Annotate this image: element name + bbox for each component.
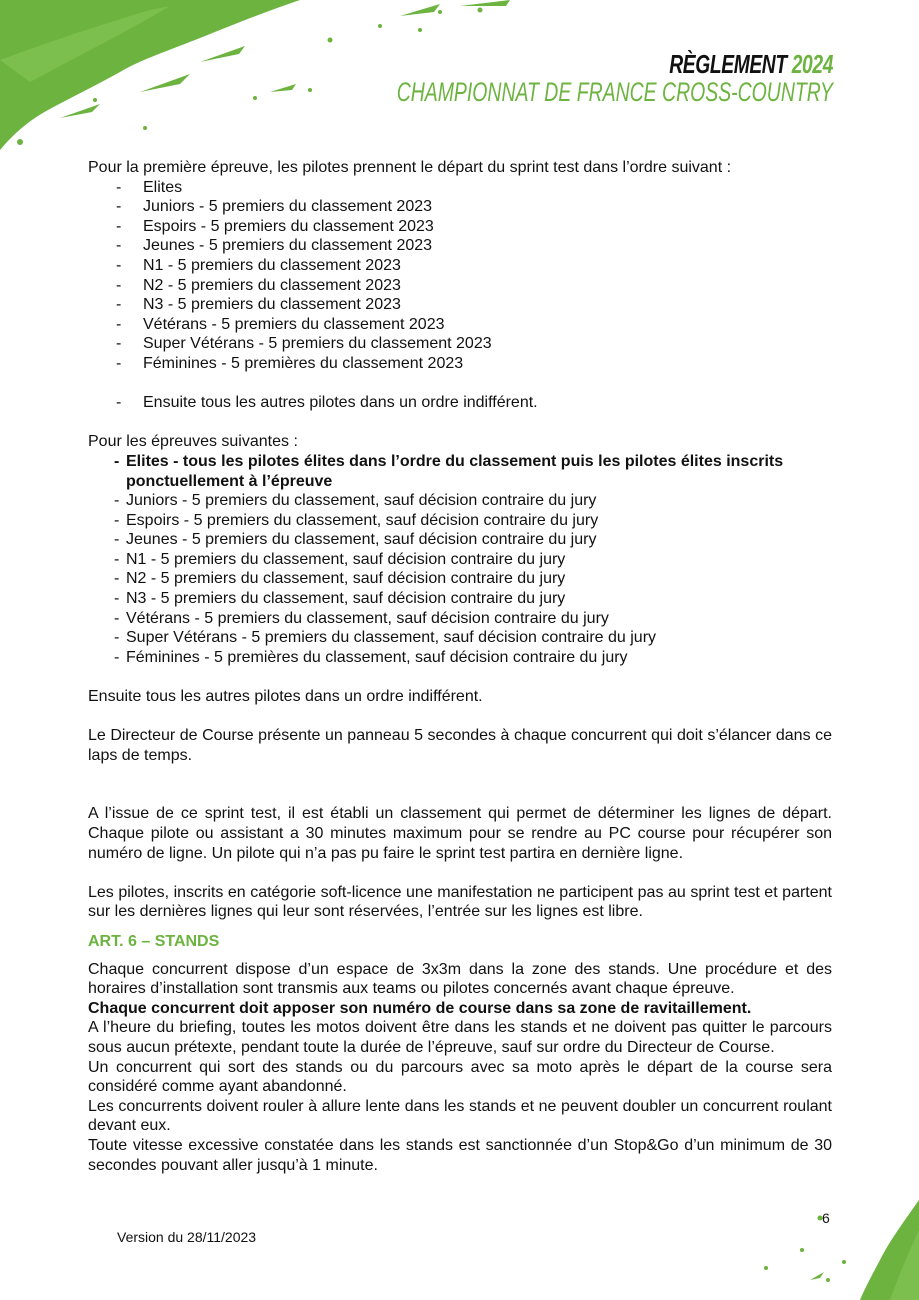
footer-version: Version du 28/11/2023 xyxy=(117,1229,257,1245)
list-item: - Juniors - 5 premiers du classement 2023 xyxy=(88,197,832,217)
list-item: - Vétérans - 5 premiers du classement 2023 xyxy=(88,315,832,335)
art6-paragraph-5: Les concurrents doivent rouler à allure lente dans les stands et ne peuvent doubler un concurrent roulant devant eux. xyxy=(88,1097,832,1135)
art6-paragraph-4: Un concurrent qui sort des stands ou du parcours avec sa moto après le départ de la course sera considéré comme ayant abandonné. xyxy=(88,1058,832,1096)
page-number: 6 xyxy=(822,1210,830,1226)
page-header xyxy=(227,50,833,106)
list-item: - Espoirs - 5 premiers du classement, sauf décision contraire du jury xyxy=(114,511,832,531)
list-item: - N3 - 5 premiers du classement 2023 xyxy=(88,295,832,315)
list-item: - Espoirs - 5 premiers du classement 2023 xyxy=(88,217,832,237)
header-title-year: 2024 xyxy=(791,49,833,79)
sprint-test-paragraph: A l’issue de ce sprint test, il est établi un classement qui permet de déterminer les lignes de départ. Chaque pilote ou assistant a 30 minutes maximum pour se rendre au PC course pour récupérer son numéro de ligne. Un pilote qui n’a pas pu faire le sprint test partira en dernière ligne. xyxy=(88,805,832,862)
list-item: - N3 - 5 premiers du classement, sauf décision contraire du jury xyxy=(114,589,832,609)
list-item: - N1 - 5 premiers du classement, sauf décision contraire du jury xyxy=(114,550,832,570)
list-item: - Jeunes - 5 premiers du classement, sauf décision contraire du jury xyxy=(114,530,832,550)
list-item: - Juniors - 5 premiers du classement, sauf décision contraire du jury xyxy=(114,491,832,511)
soft-licence-paragraph: Les pilotes, inscrits en catégorie soft-licence une manifestation ne participent pas au sprint test et partent sur les dernières lignes qui leur sont réservées, l’entrée sur les lignes est libre. xyxy=(88,883,832,921)
list-item: - Féminines - 5 premières du classement, sauf décision contraire du jury xyxy=(114,648,832,668)
director-paragraph: Le Directeur de Course présente un panneau 5 secondes à chaque concurrent qui doit s’élancer dans ce laps de temps. xyxy=(88,727,832,764)
list-item: - Super Vétérans - 5 premiers du classement 2023 xyxy=(88,334,832,354)
header-title-word: RÈGLEMENT xyxy=(669,49,787,79)
list-item: - Ensuite tous les autres pilotes dans un ordre indifférent. xyxy=(88,393,832,413)
list-item-elite: - Elites - tous les pilotes élites dans l’ordre du classement puis les pilotes élites inscrits ponctuellement à l’épreuve xyxy=(114,452,832,491)
article-6-heading: ART. 6 – STANDS xyxy=(88,932,220,950)
list-item: - Jeunes - 5 premiers du classement 2023 xyxy=(88,236,832,256)
document-body xyxy=(88,158,832,1175)
after-following-paragraph: Ensuite tous les autres pilotes dans un ordre indifférent. xyxy=(88,688,483,706)
art6-paragraph-1: Chaque concurrent dispose d’un espace de 3x3m dans la zone des stands. Une procédure et des horaires d’installation sont transmis aux teams ou pilotes concernés avant chaque épreuve. xyxy=(88,960,832,998)
header-title xyxy=(385,50,833,78)
following-events-list xyxy=(88,452,832,668)
art6-paragraph-2: Chaque concurrent doit apposer son numéro de course dans sa zone de ravitaillement. xyxy=(88,999,752,1017)
list-item: - Féminines - 5 premières du classement 2023 xyxy=(88,354,832,374)
list-item: - N2 - 5 premiers du classement, sauf décision contraire du jury xyxy=(114,569,832,589)
list-item: - Super Vétérans - 5 premiers du classement, sauf décision contraire du jury xyxy=(114,628,832,648)
list-item: - Vétérans - 5 premiers du classement, sauf décision contraire du jury xyxy=(114,609,832,629)
list-item: - N1 - 5 premiers du classement 2023 xyxy=(88,256,832,276)
art6-paragraph-3: A l’heure du briefing, toutes les motos doivent être dans les stands et ne doivent pas quitter le parcours sous aucun prétexte, pendant toute la durée de l’épreuve, sauf sur ordre du Directeur de Course. xyxy=(88,1019,832,1056)
first-event-order-list xyxy=(88,178,832,413)
list-item: - Elites xyxy=(88,178,832,198)
green-splash-decoration-bottom xyxy=(740,1180,919,1300)
header-subtitle: CHAMPIONNAT DE FRANCE CROSS-COUNTRY xyxy=(396,77,833,107)
art6-paragraph-6: Toute vitesse excessive constatée dans les stands est sanctionnée d’un Stop&Go d’un minimum de 30 secondes pouvant aller jusqu’à 1 minute. xyxy=(88,1136,832,1174)
intro-paragraph: Pour la première épreuve, les pilotes prennent le départ du sprint test dans l’ordre suivant : xyxy=(88,159,732,176)
list-item: - N2 - 5 premiers du classement 2023 xyxy=(88,276,832,296)
following-events-intro: Pour les épreuves suivantes : xyxy=(88,433,298,451)
